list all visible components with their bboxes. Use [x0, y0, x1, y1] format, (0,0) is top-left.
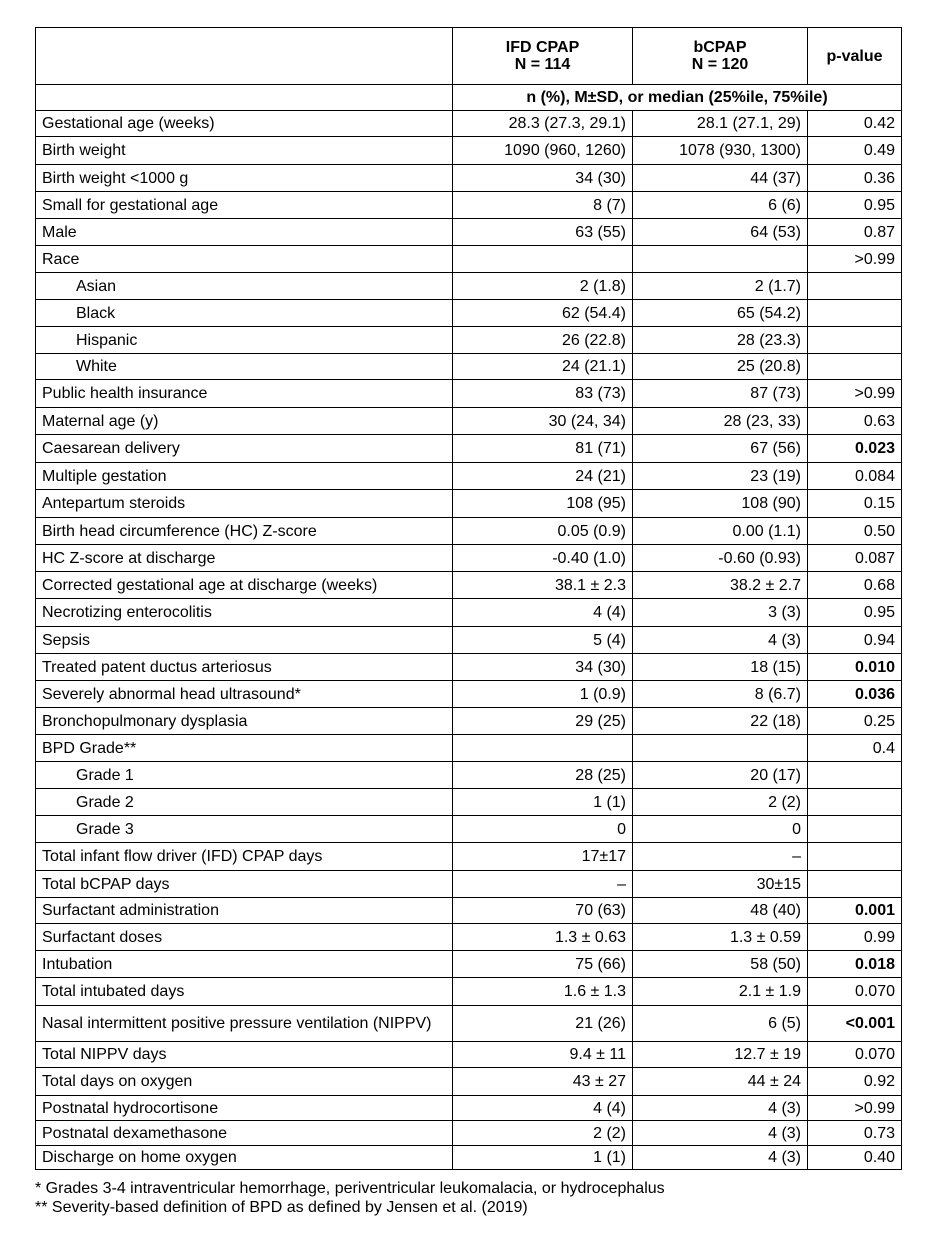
ifd-cpap-value: 34 (30)	[453, 654, 633, 681]
row-label: Total bCPAP days	[36, 871, 453, 898]
table-row	[36, 518, 902, 545]
p-value	[808, 871, 902, 898]
ifd-cpap-value	[453, 735, 633, 762]
row-label: Necrotizing enterocolitis	[36, 599, 453, 627]
footnote-1: * Grades 3-4 intraventricular hemorrhage, periventricular leukomalacia, or hydrocephalus	[35, 1180, 665, 1197]
row-label: Sepsis	[36, 627, 453, 654]
ifd-cpap-value: 0.05 (0.9)	[453, 518, 633, 545]
header-bcpap-name: bCPAP	[693, 39, 747, 56]
ifd-cpap-value: 24 (21.1)	[453, 354, 633, 380]
bcpap-value: 65 (54.2)	[633, 300, 808, 327]
ifd-cpap-value: 70 (63)	[453, 898, 633, 924]
row-label: Race	[36, 246, 453, 273]
table-row	[36, 816, 902, 843]
footnote-2: ** Severity-based definition of BPD as defined by Jensen et al. (2019)	[35, 1199, 528, 1216]
p-value: 0.49	[808, 137, 902, 165]
row-label: Corrected gestational age at discharge (weeks)	[36, 572, 453, 599]
p-value: 0.87	[808, 219, 902, 246]
bcpap-value: 3 (3)	[633, 599, 808, 627]
row-label: Hispanic	[36, 327, 453, 354]
table-row	[36, 1006, 902, 1042]
ifd-cpap-value: 21 (26)	[453, 1006, 633, 1042]
table-row	[36, 951, 902, 978]
p-value: 0.63	[808, 408, 902, 435]
bcpap-value: 67 (56)	[633, 435, 808, 463]
row-label: Total intubated days	[36, 978, 453, 1006]
table-row	[36, 978, 902, 1006]
bcpap-value: 4 (3)	[633, 1096, 808, 1121]
ifd-cpap-value: 0	[453, 816, 633, 843]
row-label: Intubation	[36, 951, 453, 978]
header-blank-cell	[36, 28, 453, 85]
row-label: Discharge on home oxygen	[36, 1146, 453, 1170]
p-value: 0.070	[808, 978, 902, 1006]
table-row	[36, 924, 902, 951]
table-row	[36, 354, 902, 380]
table-row	[36, 599, 902, 627]
table-row	[36, 1042, 902, 1068]
bcpap-value	[633, 246, 808, 273]
bcpap-value: 22 (18)	[633, 708, 808, 735]
p-value: 0.087	[808, 545, 902, 572]
ifd-cpap-value: 108 (95)	[453, 490, 633, 518]
bcpap-value: 20 (17)	[633, 762, 808, 789]
p-value: 0.070	[808, 1042, 902, 1068]
row-label: Grade 2	[36, 789, 453, 816]
header-p-value: p-value	[808, 28, 902, 85]
bcpap-value: 28 (23.3)	[633, 327, 808, 354]
row-label: Total NIPPV days	[36, 1042, 453, 1068]
p-value	[808, 300, 902, 327]
p-value: <0.001	[808, 1006, 902, 1042]
table-row	[36, 735, 902, 762]
table-row	[36, 246, 902, 273]
row-label: Birth weight	[36, 137, 453, 165]
bcpap-value: 2.1 ± 1.9	[633, 978, 808, 1006]
ifd-cpap-value: –	[453, 871, 633, 898]
table-row	[36, 273, 902, 300]
table-row	[36, 1096, 902, 1121]
bcpap-value: –	[633, 843, 808, 871]
p-value: 0.25	[808, 708, 902, 735]
ifd-cpap-value: 29 (25)	[453, 708, 633, 735]
bcpap-value: 38.2 ± 2.7	[633, 572, 808, 599]
ifd-cpap-value: 43 ± 27	[453, 1068, 633, 1096]
ifd-cpap-value: 4 (4)	[453, 599, 633, 627]
table-row	[36, 408, 902, 435]
p-value	[808, 354, 902, 380]
ifd-cpap-value: 1.3 ± 0.63	[453, 924, 633, 951]
row-label: Black	[36, 300, 453, 327]
bcpap-value: 8 (6.7)	[633, 681, 808, 708]
bcpap-value: 28 (23, 33)	[633, 408, 808, 435]
ifd-cpap-value: 5 (4)	[453, 627, 633, 654]
p-value: 0.010	[808, 654, 902, 681]
table-row	[36, 435, 902, 463]
row-label: Birth head circumference (HC) Z-score	[36, 518, 453, 545]
table-row	[36, 192, 902, 219]
bcpap-value: 44 (37)	[633, 165, 808, 192]
table-row	[36, 137, 902, 165]
table-row	[36, 681, 902, 708]
ifd-cpap-value: 62 (54.4)	[453, 300, 633, 327]
row-label: Antepartum steroids	[36, 490, 453, 518]
ifd-cpap-value: 2 (2)	[453, 1121, 633, 1146]
table-row	[36, 165, 902, 192]
p-value: 0.084	[808, 463, 902, 490]
p-value: >0.99	[808, 380, 902, 408]
row-label: Surfactant doses	[36, 924, 453, 951]
header-bcpap-n: N = 120	[691, 56, 749, 73]
p-value: 0.023	[808, 435, 902, 463]
p-value: 0.36	[808, 165, 902, 192]
ifd-cpap-value: 75 (66)	[453, 951, 633, 978]
bcpap-value: 2 (2)	[633, 789, 808, 816]
row-label: Birth weight <1000 g	[36, 165, 453, 192]
row-label: Postnatal hydrocortisone	[36, 1096, 453, 1121]
bcpap-value: 0	[633, 816, 808, 843]
bcpap-value: 44 ± 24	[633, 1068, 808, 1096]
ifd-cpap-value: 4 (4)	[453, 1096, 633, 1121]
ifd-cpap-value: 1 (1)	[453, 1146, 633, 1170]
ifd-cpap-value: 30 (24, 34)	[453, 408, 633, 435]
row-label: Male	[36, 219, 453, 246]
bcpap-value: 6 (5)	[633, 1006, 808, 1042]
row-label: Bronchopulmonary dysplasia	[36, 708, 453, 735]
header-row	[36, 28, 902, 85]
bcpap-value: 23 (19)	[633, 463, 808, 490]
row-label: HC Z-score at discharge	[36, 545, 453, 572]
ifd-cpap-value	[453, 246, 633, 273]
subheader-units: n (%), M±SD, or median (25%ile, 75%ile)	[453, 85, 902, 111]
table-row	[36, 111, 902, 137]
p-value: 0.4	[808, 735, 902, 762]
row-label: Small for gestational age	[36, 192, 453, 219]
row-label: Multiple gestation	[36, 463, 453, 490]
row-label: Grade 3	[36, 816, 453, 843]
row-label: Surfactant administration	[36, 898, 453, 924]
row-label: Treated patent ductus arteriosus	[36, 654, 453, 681]
ifd-cpap-value: 24 (21)	[453, 463, 633, 490]
p-value: >0.99	[808, 246, 902, 273]
table-row	[36, 871, 902, 898]
table-row	[36, 1068, 902, 1096]
p-value	[808, 762, 902, 789]
row-label: Postnatal dexamethasone	[36, 1121, 453, 1146]
ifd-cpap-value: 81 (71)	[453, 435, 633, 463]
ifd-cpap-value: 9.4 ± 11	[453, 1042, 633, 1068]
table-row	[36, 654, 902, 681]
table-row	[36, 843, 902, 871]
row-label: Total days on oxygen	[36, 1068, 453, 1096]
bcpap-value: 12.7 ± 19	[633, 1042, 808, 1068]
row-label: Public health insurance	[36, 380, 453, 408]
row-label: Caesarean delivery	[36, 435, 453, 463]
results-table	[35, 27, 902, 1170]
p-value: 0.95	[808, 599, 902, 627]
p-value	[808, 789, 902, 816]
ifd-cpap-value: 63 (55)	[453, 219, 633, 246]
bcpap-value: 0.00 (1.1)	[633, 518, 808, 545]
bcpap-value: 25 (20.8)	[633, 354, 808, 380]
row-label: Maternal age (y)	[36, 408, 453, 435]
p-value: 0.95	[808, 192, 902, 219]
header-ifd-cpap	[453, 28, 633, 85]
ifd-cpap-value: 1090 (960, 1260)	[453, 137, 633, 165]
p-value: 0.73	[808, 1121, 902, 1146]
ifd-cpap-value: -0.40 (1.0)	[453, 545, 633, 572]
bcpap-value: 48 (40)	[633, 898, 808, 924]
bcpap-value: 1.3 ± 0.59	[633, 924, 808, 951]
bcpap-value: 1078 (930, 1300)	[633, 137, 808, 165]
bcpap-value: 58 (50)	[633, 951, 808, 978]
footnotes	[35, 1179, 665, 1217]
bcpap-value: 30±15	[633, 871, 808, 898]
header-ifd-cpap-n: N = 114	[514, 56, 571, 73]
ifd-cpap-value: 1 (0.9)	[453, 681, 633, 708]
bcpap-value: 4 (3)	[633, 1146, 808, 1170]
table-row	[36, 219, 902, 246]
table-row	[36, 898, 902, 924]
p-value	[808, 273, 902, 300]
header-bcpap	[633, 28, 808, 85]
bcpap-value	[633, 735, 808, 762]
table-row	[36, 708, 902, 735]
table-row	[36, 1121, 902, 1146]
bcpap-value: 6 (6)	[633, 192, 808, 219]
p-value: 0.40	[808, 1146, 902, 1170]
table-row	[36, 545, 902, 572]
p-value: 0.018	[808, 951, 902, 978]
ifd-cpap-value: 8 (7)	[453, 192, 633, 219]
p-value: 0.94	[808, 627, 902, 654]
p-value: 0.036	[808, 681, 902, 708]
row-label: Severely abnormal head ultrasound*	[36, 681, 453, 708]
table-row	[36, 1146, 902, 1170]
row-label: Nasal intermittent positive pressure ventilation (NIPPV)	[36, 1006, 453, 1042]
ifd-cpap-value: 26 (22.8)	[453, 327, 633, 354]
p-value: 0.42	[808, 111, 902, 137]
table-row	[36, 490, 902, 518]
ifd-cpap-value: 38.1 ± 2.3	[453, 572, 633, 599]
bcpap-value: 28.1 (27.1, 29)	[633, 111, 808, 137]
p-value: 0.68	[808, 572, 902, 599]
bcpap-value: 18 (15)	[633, 654, 808, 681]
p-value: 0.99	[808, 924, 902, 951]
p-value: 0.001	[808, 898, 902, 924]
row-label: BPD Grade**	[36, 735, 453, 762]
bcpap-value: 4 (3)	[633, 1121, 808, 1146]
p-value: 0.15	[808, 490, 902, 518]
ifd-cpap-value: 28.3 (27.3, 29.1)	[453, 111, 633, 137]
ifd-cpap-value: 1.6 ± 1.3	[453, 978, 633, 1006]
row-label: Total infant flow driver (IFD) CPAP days	[36, 843, 453, 871]
ifd-cpap-value: 28 (25)	[453, 762, 633, 789]
bcpap-value: 2 (1.7)	[633, 273, 808, 300]
ifd-cpap-value: 17±17	[453, 843, 633, 871]
table-row	[36, 327, 902, 354]
table-row	[36, 762, 902, 789]
table-row	[36, 572, 902, 599]
p-value: >0.99	[808, 1096, 902, 1121]
subheader-row	[36, 85, 902, 111]
table-row	[36, 300, 902, 327]
header-ifd-cpap-name: IFD CPAP	[505, 39, 580, 56]
p-value	[808, 327, 902, 354]
ifd-cpap-value: 34 (30)	[453, 165, 633, 192]
bcpap-value: 87 (73)	[633, 380, 808, 408]
subheader-blank-cell	[36, 85, 453, 111]
p-value	[808, 816, 902, 843]
bcpap-value: 64 (53)	[633, 219, 808, 246]
table-row	[36, 789, 902, 816]
p-value: 0.50	[808, 518, 902, 545]
p-value: 0.92	[808, 1068, 902, 1096]
row-label: White	[36, 354, 453, 380]
row-label: Asian	[36, 273, 453, 300]
table-row	[36, 380, 902, 408]
ifd-cpap-value: 1 (1)	[453, 789, 633, 816]
table-row	[36, 463, 902, 490]
ifd-cpap-value: 2 (1.8)	[453, 273, 633, 300]
table-row	[36, 627, 902, 654]
bcpap-value: -0.60 (0.93)	[633, 545, 808, 572]
row-label: Grade 1	[36, 762, 453, 789]
row-label: Gestational age (weeks)	[36, 111, 453, 137]
bcpap-value: 108 (90)	[633, 490, 808, 518]
p-value	[808, 843, 902, 871]
ifd-cpap-value: 83 (73)	[453, 380, 633, 408]
bcpap-value: 4 (3)	[633, 627, 808, 654]
